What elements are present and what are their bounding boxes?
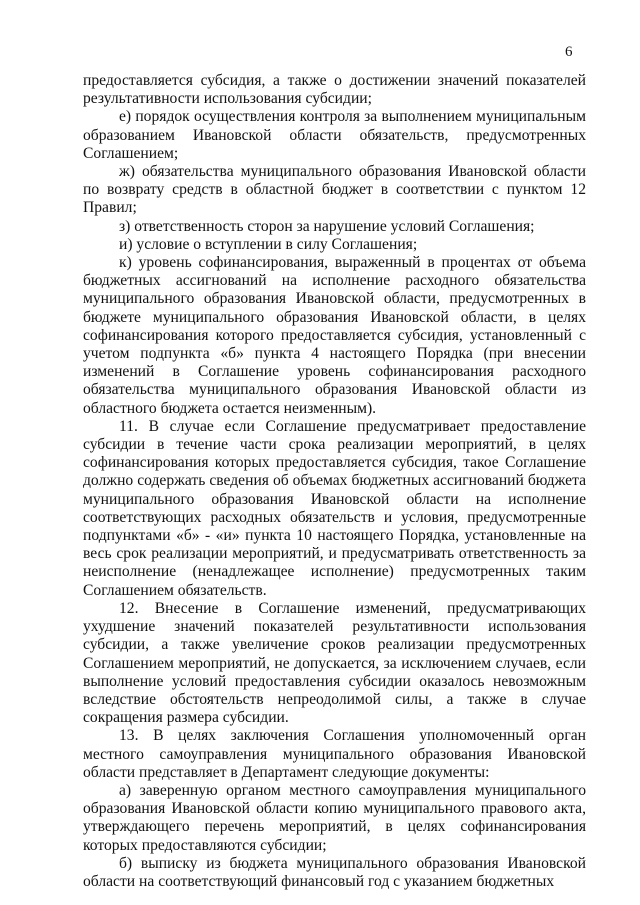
paragraph-continuation: предоставляется субсидия, а также о достижении значений показателей результативности использования субсидии; bbox=[83, 72, 586, 108]
paragraph-item-a: а) заверенную органом местного самоуправления муниципального образования Ивановской области копию муниципального правового акта, утверждающего перечень мероприятий, в целях софинансирования которых предоставляются субсидии; bbox=[83, 781, 586, 854]
paragraph-item-z: з) ответственность сторон за нарушение условий Соглашения; bbox=[119, 217, 535, 235]
page-number: 6 bbox=[565, 44, 573, 60]
paragraph-11: 11. В случае если Соглашение предусматривает предоставление субсидии в течение части срока реализации мероприятий, в целях софинансирования которых предоставляется субсидия, такое Соглашение должно содержать сведения об объемах бюджетных ассигнований бюджета муниципального образования Ивановской области на исполнение соответствующих расходных обязательств и условия, предусмотренные подпунктами «б» - «и» пункта 10 настоящего Порядка, установленные на весь срок реализации мероприятий, и предусматривать ответственность за неисполнение (ненадлежащее исполнение) предусмотренных таким Соглашением обязательств. bbox=[83, 417, 586, 599]
paragraph-item-b: б) выписку из бюджета муниципального образования Ивановской области на соответствующий финансовый год с указанием бюджетных bbox=[83, 854, 586, 890]
paragraph-item-zh: ж) обязательства муниципального образования Ивановской области по возврату средств в областной бюджет в соответствии с пунктом 12 Правил; bbox=[83, 163, 586, 217]
paragraph-item-e: е) порядок осуществления контроля за выполнением муниципальным образованием Ивановской области обязательств, предусмотренных Соглашением; bbox=[83, 108, 586, 162]
document-body bbox=[83, 72, 586, 891]
paragraph-12: 12. Внесение в Соглашение изменений, предусматривающих ухудшение значений показателей результативности использования субсидии, а также увеличение сроков реализации предусмотренных Соглашением мероприятий, не допускается, за исключением случаев, если выполнение условий предоставления субсидии оказалось невозможным вследствие обстоятельств непреодолимой силы, а также в случае сокращения размера субсидии. bbox=[83, 599, 586, 727]
paragraph-item-i: и) условие о вступлении в силу Соглашения; bbox=[119, 235, 418, 253]
paragraph-13: 13. В целях заключения Соглашения уполномоченный орган местного самоуправления муниципального образования Ивановской области представляет в Департамент следующие документы: bbox=[83, 727, 586, 781]
paragraph-item-k: к) уровень софинансирования, выраженный в процентах от объема бюджетных ассигнований на исполнение расходного обязательства муниципального образования Ивановской области, предусмотренных в бюджете муниципального образования Ивановской области, в целях софинансирования которого предоставляется субсидия, установленный с учетом подпункта «б» пункта 4 настоящего Порядка (при внесении изменений в Соглашение уровень софинансирования расходного обязательства муниципального образования Ивановской области из областного бюджета остается неизменным). bbox=[83, 254, 586, 417]
